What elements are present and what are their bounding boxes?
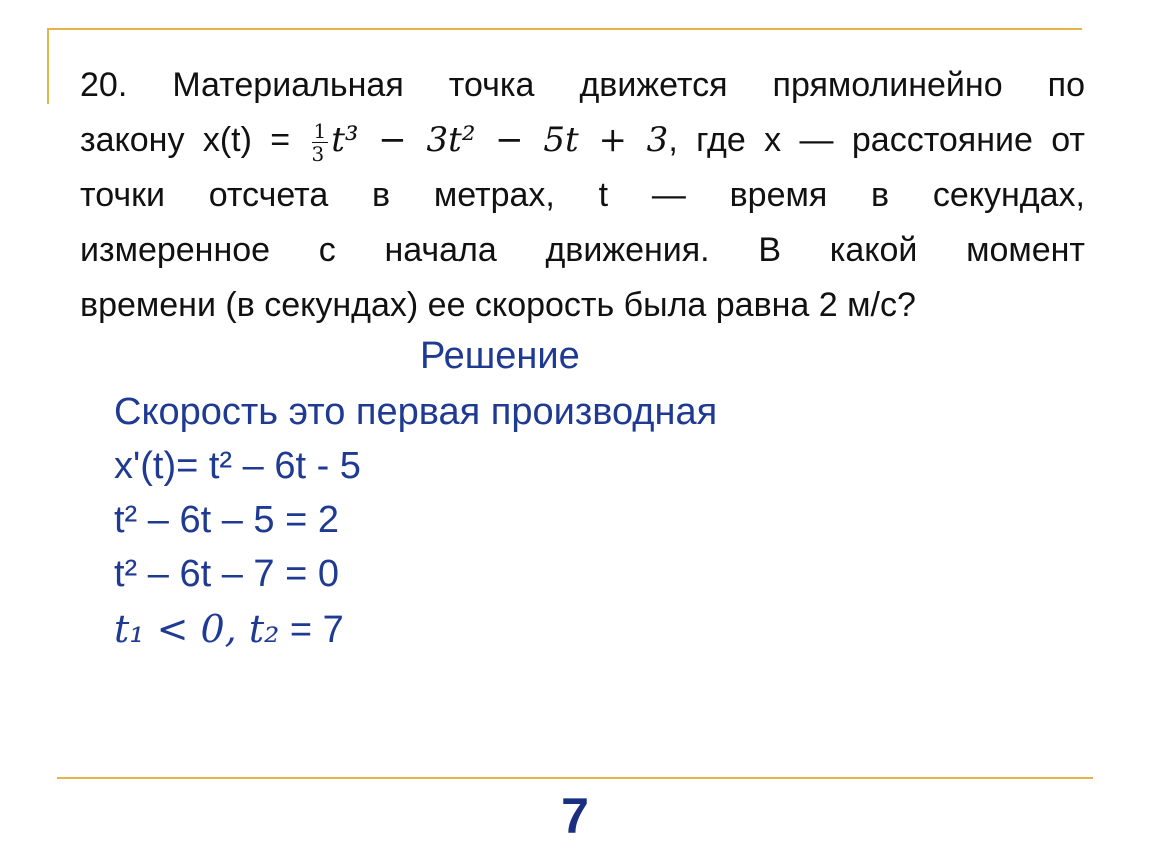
problem-line-2 xyxy=(80,113,1085,168)
solution-line-4: t² – 6t – 7 = 0 xyxy=(114,553,339,595)
solution-line-1: Скорость это первая производная xyxy=(114,391,718,433)
fraction-one-third xyxy=(312,120,329,165)
fraction-denominator: 3 xyxy=(311,141,325,166)
fraction-numerator: 1 xyxy=(313,118,327,143)
solution-title: Решение xyxy=(420,335,580,377)
law-of-motion-formula: t³ − 3t² − 5t + 3 xyxy=(331,120,669,160)
roots-expression: t₁ < 0, t₂ xyxy=(114,607,280,651)
problem-line-4: измеренное с начала движения. В какой момент xyxy=(80,231,1085,269)
left-rule xyxy=(47,28,49,104)
solution-line-5 xyxy=(114,606,344,653)
bottom-rule xyxy=(57,777,1093,779)
problem-line-2-suffix: , где x — расстояние от xyxy=(668,121,1086,159)
problem-text xyxy=(80,58,1085,333)
problem-line-2-prefix: закону x(t) = xyxy=(80,121,291,159)
problem-line-3: точки отсчета в метрах, t — время в секундах, xyxy=(80,176,1085,214)
solution-line-3: t² – 6t – 5 = 2 xyxy=(114,499,339,541)
top-rule xyxy=(47,28,1082,30)
problem-line-1: 20. Материальная точка движется прямолинейно по xyxy=(80,66,1085,104)
root-value: = 7 xyxy=(279,609,344,651)
problem-line-5: времени (в секундах) ее скорость была равна 2 м/с? xyxy=(80,286,916,324)
page-number: 7 xyxy=(561,788,589,844)
solution-line-2: x'(t)= t² – 6t - 5 xyxy=(114,445,361,487)
